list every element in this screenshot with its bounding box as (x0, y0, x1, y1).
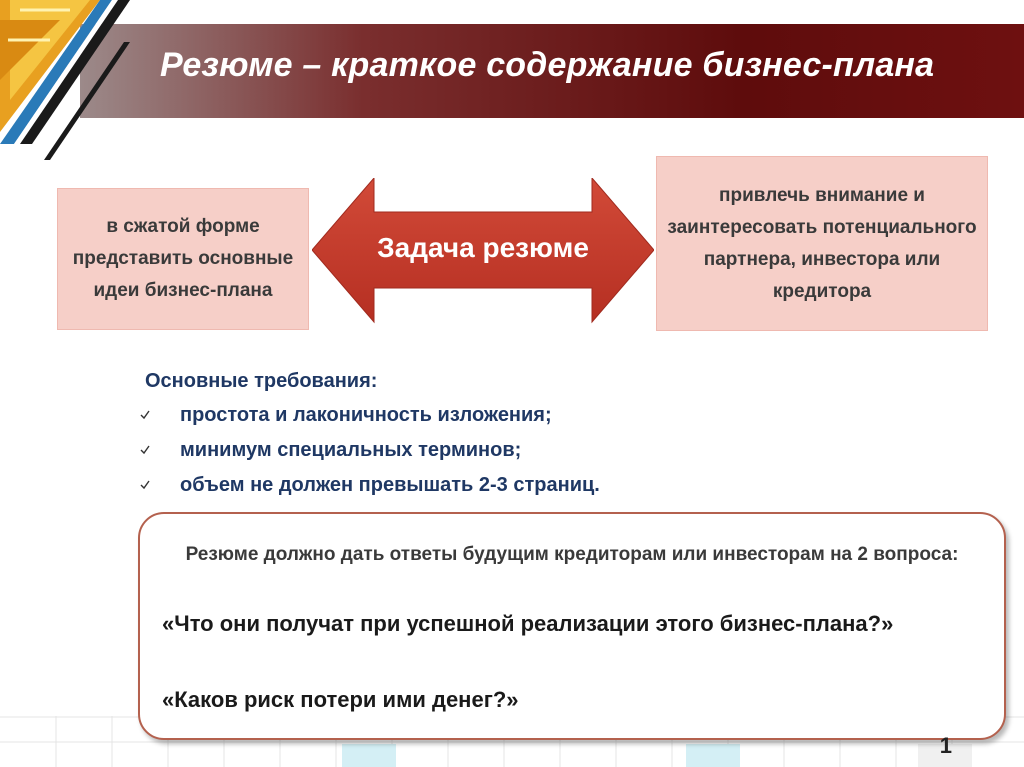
slide-title: Резюме – краткое содержание бизнес-плана (160, 46, 935, 84)
arrow-label: Задача резюме (377, 232, 589, 263)
requirements-title: Основные требования: (145, 370, 378, 392)
page-number: 1 (939, 733, 952, 758)
left-info-box (57, 188, 309, 330)
question-1: «Что они получат при успешной реализации этого бизнес-плана?» (162, 611, 894, 636)
right-info-box (656, 156, 988, 331)
checkmark-icon (140, 480, 150, 490)
left-box-text: в сжатой форме представить основные идеи бизнес-плана (72, 216, 294, 301)
answer-intro: Резюме должно дать ответы будущим кредиторам или инвесторам на 2 вопроса: (185, 544, 959, 565)
checkmark-icon (140, 445, 150, 455)
question-2: «Каков риск потери ими денег?» (162, 687, 519, 712)
requirement-text: минимум специальных терминов; (180, 439, 522, 461)
right-box-text: привлечь внимание и заинтересовать потенциального партнера, инвестора или кредитора (667, 184, 977, 302)
requirement-text: простота и лаконичность изложения; (180, 404, 552, 426)
requirement-text: объем не должен превышать 2-3 страниц. (180, 474, 600, 496)
answer-box (138, 512, 1006, 740)
gold-bars-corner-image (0, 0, 130, 160)
checkmark-icon (140, 410, 150, 420)
